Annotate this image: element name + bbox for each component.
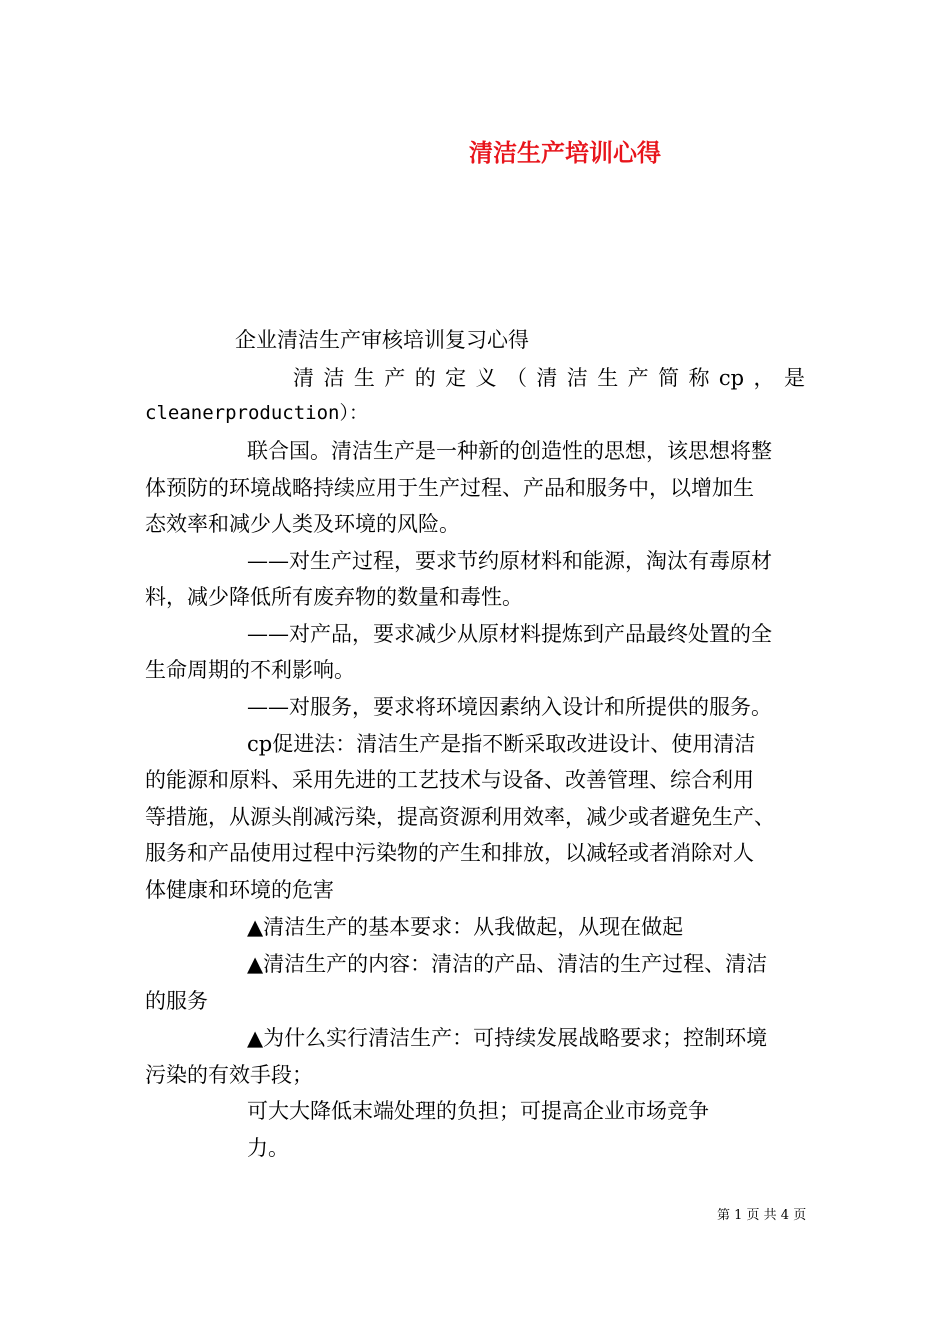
definition-char: cp (718, 366, 745, 390)
bullet-line: ▲清洁生产的内容：清洁的产品、清洁的生产过程、清洁 (247, 952, 768, 976)
document-title: 清洁生产培训心得 (469, 138, 661, 167)
definition-char: 产 (627, 366, 649, 390)
body-line: 体预防的环境战略持续应用于生产过程、产品和服务中，以增加生 (145, 476, 754, 500)
definition-line (293, 364, 805, 392)
body-line: 可大大降低末端处理的负担；可提高企业市场竞争 (247, 1099, 709, 1123)
definition-char: 简 (658, 366, 680, 390)
body-line: 态效率和减少人类及环境的风险。 (145, 512, 460, 536)
body-line: 料，减少降低所有废弃物的数量和毒性。 (145, 585, 523, 609)
definition-char: （ (505, 366, 527, 390)
body-line: 联合国。清洁生产是一种新的创造性的思想，该思想将整 (247, 439, 772, 463)
body-line: 力。 (247, 1136, 289, 1160)
body-line: 的能源和原料、采用先进的工艺技术与设备、改善管理、综合利用 (145, 768, 754, 792)
definition-char: 定 (445, 366, 467, 390)
body-line: cp促进法：清洁生产是指不断采取改进设计、使用清洁 (247, 732, 756, 756)
body-line: cleanerproduction）： (145, 402, 368, 424)
body-line: 污染的有效手段； (145, 1063, 313, 1087)
page-footer: 第 1 页 共 4 页 (717, 1208, 807, 1223)
definition-char: 洁 (566, 366, 588, 390)
definition-char: 生 (353, 366, 375, 390)
bullet-line: ▲清洁生产的基本要求：从我做起，从现在做起 (247, 915, 684, 939)
body-line: 等措施，从源头削减污染，提高资源利用效率，减少或者避免生产、 (145, 805, 775, 829)
body-line: 服务和产品使用过程中污染物的产生和排放，以减轻或者消除对人 (145, 841, 754, 865)
definition-char: 生 (597, 366, 619, 390)
definition-char: 是 (783, 366, 805, 390)
definition-char: 称 (688, 366, 710, 390)
definition-char: 清 (536, 366, 558, 390)
body-line: 体健康和环境的危害 (145, 878, 334, 902)
subtitle-line: 企业清洁生产审核培训复习心得 (235, 328, 529, 352)
body-line: ——对产品，要求减少从原材料提炼到产品最终处置的全 (247, 622, 772, 646)
definition-char: 的 (414, 366, 436, 390)
bullet-line: ▲为什么实行清洁生产：可持续发展战略要求；控制环境 (247, 1026, 768, 1050)
definition-char: 产 (384, 366, 406, 390)
definition-char: 义 (475, 366, 497, 390)
definition-char: 清 (293, 366, 314, 390)
body-line: ——对服务，要求将环境因素纳入设计和所提供的服务。 (247, 695, 772, 719)
body-line: 的服务 (145, 989, 208, 1013)
body-line: ——对生产过程，要求节约原材料和能源，淘汰有毒原材 (247, 549, 772, 573)
definition-char: 洁 (323, 366, 345, 390)
body-line: 生命周期的不利影响。 (145, 658, 355, 682)
definition-char: ， (753, 366, 775, 390)
